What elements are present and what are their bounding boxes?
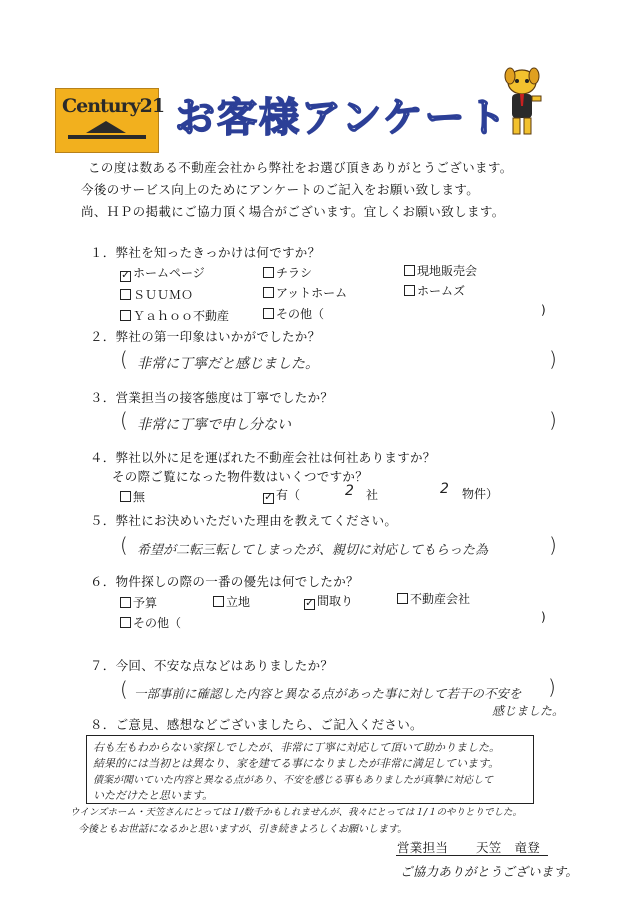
q2-close-paren: ) [549,347,557,371]
checkbox[interactable] [120,289,131,300]
q8-label: ８．ご意見、感想などございましたら、ご記入ください。 [90,717,423,732]
q4-company-count: 2 [345,483,354,499]
logo-roof-icon [86,121,126,133]
century21-logo [55,88,165,153]
q4-sub-label: その際ご覧になった物件数はいくつですか？ [112,469,369,484]
q3-answer: 非常に丁寧で申し分ない [137,417,291,433]
q7-answer-continued: 感じました。 [492,704,565,718]
intro-line-1: この度は数ある不動産会社から弊社をお選び頂きありがとうございます。 [88,160,513,175]
q2-label: ２．弊社の第一印象はいかがでしたか？ [90,329,321,344]
q7-answer: 一部事前に確認した内容と異なる点があった事に対して若干の不安を [134,686,522,701]
checkbox-checked[interactable]: ✓ [264,492,273,503]
checkbox[interactable] [397,593,408,604]
checkbox-checked[interactable]: ✓ [121,270,130,281]
comment-extra-line-2: 今後ともお世話になるかと思いますが、引き続きよろしくお願いします。 [78,824,408,835]
q2-answer: 非常に丁寧だと感じました。 [137,356,319,372]
q1-option-yahoo[interactable]: Ｙａｈｏｏ不動産 [120,307,229,324]
page-title: お客様アンケート [175,95,509,141]
comment-extra-line-1: ウインズホーム・天笠さんにとっては１/数千かもしれませんが、我々にとっては１/１のやりとりでした。 [70,807,522,818]
q2-open-paren: ( [120,347,128,371]
q1-option-athome[interactable]: アットホーム [263,284,347,301]
q3-close-paren: ) [549,408,557,432]
q5-close-paren: ) [549,533,557,557]
q5-answer: 希望が二転三転してしまったが、親切に対応してもらった為 [137,543,489,558]
q1-option-flyer[interactable]: チラシ [263,264,312,281]
checkbox[interactable] [263,287,274,298]
checkbox[interactable] [120,617,131,628]
checkbox[interactable] [404,265,415,276]
q5-label: ５．弊社にお決めいただいた理由を教えてください。 [90,513,398,528]
q6-label: ６．物件探しの際の一番の優先は何でしたか？ [90,574,359,589]
q6-close-paren: ) [541,610,546,624]
q4-option-yes[interactable]: ✓ 有（ [264,488,301,503]
checkbox[interactable] [404,285,415,296]
checkbox[interactable] [263,308,274,319]
q6-option-other[interactable]: その他（ [120,614,181,631]
staff-label: 営業担当 [397,840,449,855]
comment-box[interactable] [86,735,534,804]
q1-option-suumo[interactable]: ＳＵＵＭＯ [120,286,193,303]
q3-label: ３．営業担当の接客態度は丁寧でしたか？ [90,390,334,405]
comment-line-1: 右も左もわからない家探しでしたが、非常に丁寧に対応して頂いて助かりました。 [93,741,500,754]
logo-underline [68,135,146,139]
q1-option-other[interactable]: その他（ [263,305,324,322]
checkbox[interactable] [263,267,274,278]
q5-open-paren: ( [120,533,128,557]
q1-label: １．弊社を知ったきっかけは何ですか？ [90,245,321,260]
checkbox[interactable] [213,596,224,607]
q6-option-agency[interactable]: 不動産会社 [397,590,470,607]
q4-label: ４．弊社以外に足を運ばれた不動産会社は何社ありますか？ [90,450,436,465]
q6-option-budget[interactable]: 予算 [120,594,157,611]
q4-property-unit: 物件） [462,487,499,501]
q4-property-count: 2 [440,481,449,497]
staff-name: 天笠 竜登 [476,840,541,855]
staff-underline [396,855,548,856]
q1-option-open-house[interactable]: 現地販売会 [404,262,477,279]
logo-text: Century21 [62,95,165,117]
q1-close-paren: ) [541,303,546,317]
q6-option-layout[interactable]: ✓ 間取り [305,594,354,609]
comment-line-3: 債案が聞いていた内容と異なる点があり、不安を感じる事もありましたが真摯に対応して [93,775,493,786]
q1-option-homes[interactable]: ホームズ [404,282,465,299]
q3-open-paren: ( [120,408,128,432]
comment-line-4: いただけたと思います。 [93,789,214,802]
q7-open-paren: ( [120,677,128,701]
q6-option-location[interactable]: 立地 [213,593,250,610]
checkbox[interactable] [120,310,131,321]
checkbox[interactable] [120,491,131,502]
checkbox-checked[interactable]: ✓ [305,598,314,609]
q4-option-none[interactable]: 無 [120,488,145,505]
intro-line-3: 尚、ＨＰの掲載にご協力頂く場合がございます。宜しくお願い致します。 [81,204,505,219]
thanks-message: ご協力ありがとうございます。 [400,864,579,879]
q1-option-homepage[interactable]: ✓ ホームページ [121,266,205,281]
intro-line-2: 今後のサービス向上のためにアンケートのご記入をお願い致します。 [81,182,480,197]
comment-line-2: 結果的には当初とは異なり、家を建てる事になりましたが非常に満足しています。 [93,757,500,770]
checkbox[interactable] [120,597,131,608]
q4-company-unit: 社 [366,488,379,502]
q7-close-paren: ) [548,675,556,699]
q7-label: ７．今回、不安な点などはありましたか？ [90,658,334,673]
dog-mascot-icon [498,66,546,138]
